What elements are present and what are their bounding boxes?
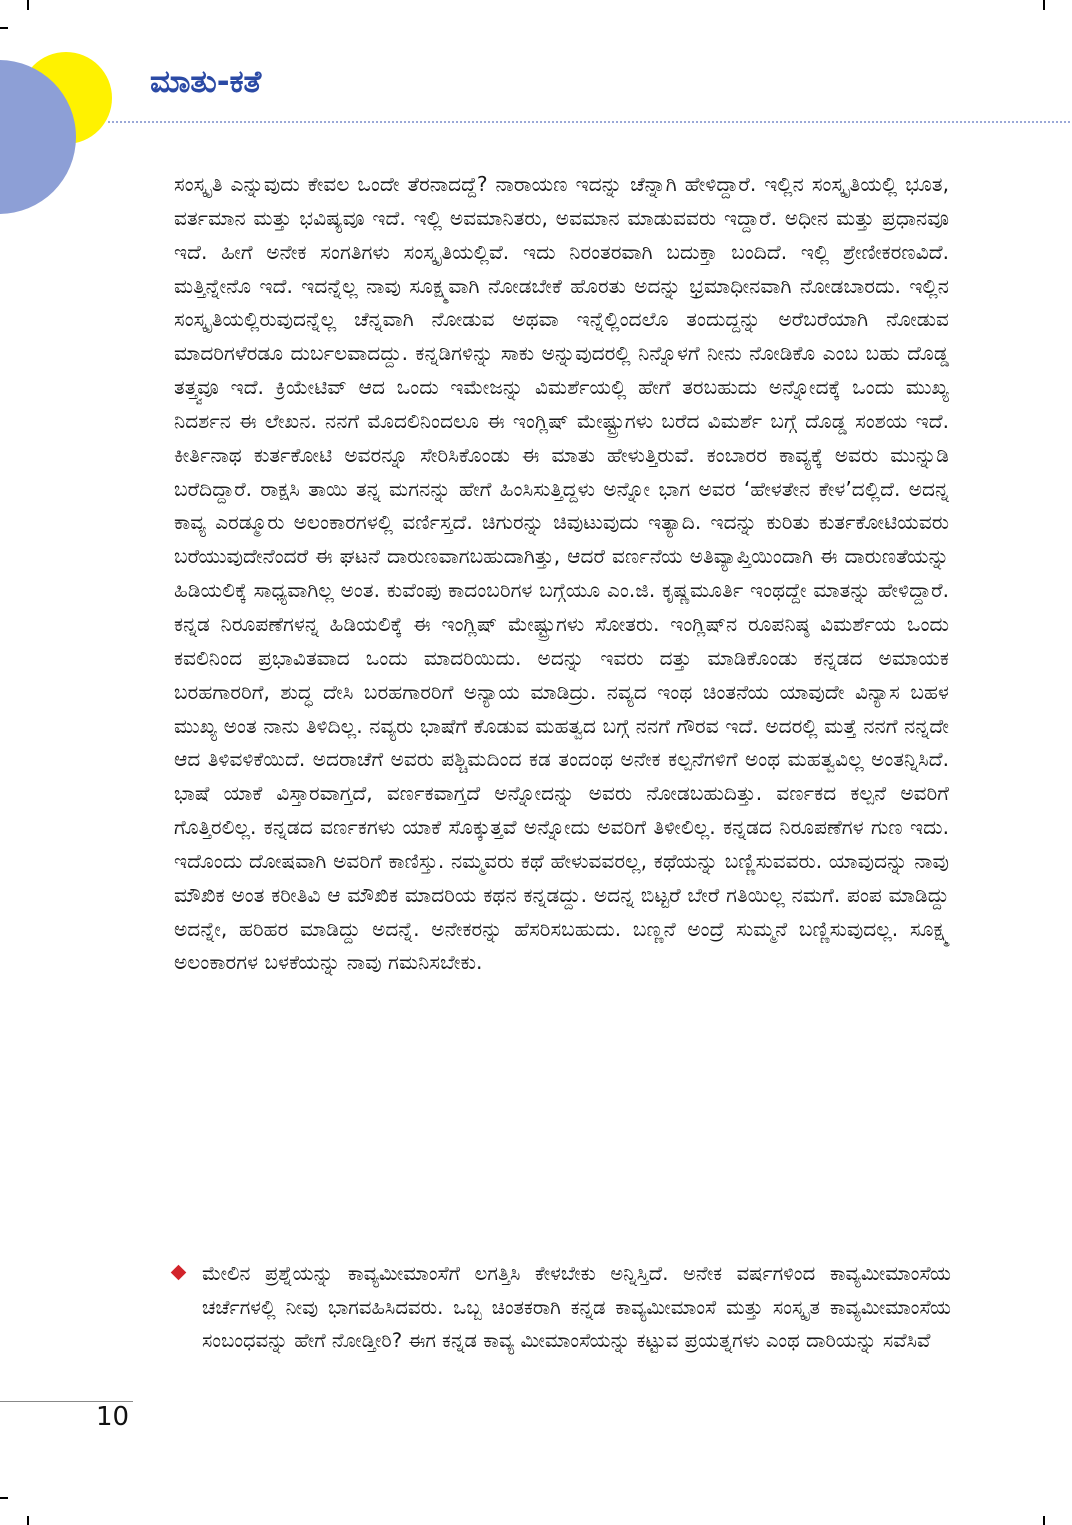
crop-mark-left-lower	[0, 1497, 8, 1499]
crop-mark-left-upper	[0, 27, 8, 29]
header-dotted-divider	[108, 121, 1070, 123]
crop-mark-bottom-right	[1043, 1516, 1045, 1525]
crop-mark-top-left	[27, 0, 29, 10]
page-number: 10	[96, 1402, 130, 1432]
section-title: ಮಾತು-ಕತೆ	[150, 64, 262, 100]
question-text: ಮೇಲಿನ ಪ್ರಶ್ನೆಯನ್ನು ಕಾವ್ಯಮೀಮಾಂಸೆಗೆ ಲಗತ್ತಿಸಿ ಕೇಳಬೇಕು ಅನ್ನಿಸ್ತಿದೆ. ಅನೇಕ ವರ್ಷಗಳಿಂದ ಕಾವ್ಯಮೀಮಾಂಸೆಯ ಚರ್ಚೆಗಳಲ್ಲಿ ನೀವು ಭಾಗವಹಿಸಿದವರು. ಒಬ್ಬ ಚಿಂತಕರಾಗಿ ಕನ್ನಡ ಕಾವ್ಯಮೀಮಾಂಸೆ ಮತ್ತು ಸಂಸ್ಕೃತ ಕಾವ್ಯಮೀಮಾಂಸೆಯ ಸಂಬಂಧವನ್ನು ಹೇಗೆ ನೋಡ್ತೀರಿ? ಈಗ ಕನ್ನಡ ಕಾವ್ಯ ಮೀಮಾಂಸೆಯನ್ನು ಕಟ್ಟುವ ಪ್ರಯತ್ನಗಳು ಎಂಥ ದಾರಿಯನ್ನು ಸವೆಸಿವೆ	[202, 1262, 951, 1352]
body-paragraph: ಸಂಸ್ಕೃತಿ ಎನ್ನುವುದು ಕೇವಲ ಒಂದೇ ತೆರನಾದದ್ದೆ? ನಾರಾಯಣ ಇದನ್ನು ಚೆನ್ನಾಗಿ ಹೇಳಿದ್ದಾರೆ. ಇಲ್ಲಿನ ಸಂಸ್ಕೃತಿಯಲ್ಲಿ ಭೂತ, ವರ್ತಮಾನ ಮತ್ತು ಭವಿಷ್ಯವೂ ಇದೆ. ಇಲ್ಲಿ ಅವಮಾನಿತರು, ಅವಮಾನ ಮಾಡುವವರು ಇದ್ದಾರೆ. ಅಧೀನ ಮತ್ತು ಪ್ರಧಾನವೂ ಇದೆ. ಹೀಗೆ ಅನೇಕ ಸಂಗತಿಗಳು ಸಂಸ್ಕೃತಿಯಲ್ಲಿವೆ. ಇದು ನಿರಂತರವಾಗಿ ಬದುಕ್ತಾ ಬಂದಿದೆ. ಇಲ್ಲಿ ಶ್ರೇಣೀಕರಣವಿದೆ. ಮತ್ತಿನ್ನೇನೊ ಇದೆ. ಇದನ್ನೆಲ್ಲ ನಾವು ಸೂಕ್ಷ್ಮವಾಗಿ ನೋಡಬೇಕೆ ಹೊರತು ಅದನ್ನು ಭ್ರಮಾಧೀನವಾಗಿ ನೋಡಬಾರದು. ಇಲ್ಲಿನ ಸಂಸ್ಕೃತಿಯಲ್ಲಿರುವುದನ್ನೆಲ್ಲ ಚೆನ್ನವಾಗಿ ನೋಡುವ ಅಥವಾ ಇನ್ನೆಲ್ಲಿಂದಲೊ ತಂದುದ್ದನ್ನು ಅರೆಬರೆಯಾಗಿ ನೋಡುವ ಮಾದರಿಗಳೆರಡೂ ದುರ್ಬಲವಾದದ್ದು. ಕನ್ನಡಿಗಳಿನ್ನು ಸಾಕು ಅನ್ನುವುದರಲ್ಲಿ ನಿನ್ನೊಳಗೆ ನೀನು ನೋಡಿಕೊ ಎಂಬ ಬಹು ದೊಡ್ಡ ತತ್ತ್ವವೂ ಇದೆ. ಕ್ರಿಯೇಟಿವ್ ಆದ ಒಂದು ಇಮೇಜನ್ನು ವಿಮರ್ಶೆಯಲ್ಲಿ ಹೇಗೆ ತರಬಹುದು ಅನ್ನೋದಕ್ಕೆ ಒಂದು ಮುಖ್ಯ ನಿದರ್ಶನ ಈ ಲೇಖನ. ನನಗೆ ಮೊದಲಿನಿಂದಲೂ ಈ ಇಂಗ್ಲಿಷ್ ಮೇಷ್ಟ್ರುಗಳು ಬರೆದ ವಿಮರ್ಶೆ ಬಗ್ಗೆ ದೊಡ್ಡ ಸಂಶಯ ಇದೆ. ಕೀರ್ತಿನಾಥ ಕುರ್ತಕೋಟಿ ಅವರನ್ನೂ ಸೇರಿಸಿಕೊಂಡು ಈ ಮಾತು ಹೇಳುತ್ತಿರುವೆ. ಕಂಬಾರರ ಕಾವ್ಯಕ್ಕೆ ಅವರು ಮುನ್ನುಡಿ ಬರೆದಿದ್ದಾರೆ. ರಾಕ್ಷಸಿ ತಾಯಿ ತನ್ನ ಮಗನನ್ನು ಹೇಗೆ ಹಿಂಸಿಸುತ್ತಿದ್ದಳು ಅನ್ನೋ ಭಾಗ ಅವರ ‘ಹೇಳತೇನ ಕೇಳ’ದಲ್ಲಿದೆ. ಅದನ್ನ ಕಾವ್ಯ ಎರಡ್ಮೂರು ಅಲಂಕಾರಗಳಲ್ಲಿ ವರ್ಣಿಸ್ತದೆ. ಚಿಗುರನ್ನು ಚಿವುಟುವುದು ಇತ್ಯಾದಿ. ಇದನ್ನು ಕುರಿತು ಕುರ್ತಕೋಟಿಯವರು ಬರೆಯುವುದೇನೆಂದರೆ ಈ ಘಟನೆ ದಾರುಣವಾಗಬಹುದಾಗಿತ್ತು, ಆದರೆ ವರ್ಣನೆಯ ಅತಿವ್ಯಾಪ್ತಿಯಿಂದಾಗಿ ಈ ದಾರುಣತೆಯನ್ನು ಹಿಡಿಯಲಿಕ್ಕೆ ಸಾಧ್ಯವಾಗಿಲ್ಲ ಅಂತ. ಕುವೆಂಪು ಕಾದಂಬರಿಗಳ ಬಗ್ಗೆಯೂ ಎಂ.ಜಿ. ಕೃಷ್ಣಮೂರ್ತಿ ಇಂಥದ್ದೇ ಮಾತನ್ನು ಹೇಳಿದ್ದಾರೆ. ಕನ್ನಡ ನಿರೂಪಣೆಗಳನ್ನ ಹಿಡಿಯಲಿಕ್ಕೆ ಈ ಇಂಗ್ಲಿಷ್ ಮೇಷ್ಟ್ರುಗಳು ಸೋತರು. ಇಂಗ್ಲಿಷ್‌ನ ರೂಪನಿಷ್ಠ ವಿಮರ್ಶೆಯ ಒಂದು ಕವಲಿನಿಂದ ಪ್ರಭಾವಿತವಾದ ಒಂದು ಮಾದರಿಯಿದು. ಅದನ್ನು ಇವರು ದತ್ತು ಮಾಡಿಕೊಂಡು ಕನ್ನಡದ ಅಮಾಯಕ ಬರಹಗಾರರಿಗೆ, ಶುದ್ಧ ದೇಸಿ ಬರಹಗಾರರಿಗೆ ಅನ್ಯಾಯ ಮಾಡಿದ್ರು. ನವ್ಯದ ಇಂಥ ಚಿಂತನೆಯ ಯಾವುದೇ ವಿನ್ಯಾಸ ಬಹಳ ಮುಖ್ಯ ಅಂತ ನಾನು ತಿಳಿದಿಲ್ಲ. ನವ್ಯರು ಭಾಷೆಗೆ ಕೊಡುವ ಮಹತ್ವದ ಬಗ್ಗೆ ನನಗೆ ಗೌರವ ಇದೆ. ಅದರಲ್ಲಿ ಮತ್ತೆ ನನಗೆ ನನ್ನದೇ ಆದ ತಿಳಿವಳಿಕೆಯಿದೆ. ಅದರಾಚೆಗೆ ಅವರು ಪಶ್ಚಿಮದಿಂದ ಕಡ ತಂದಂಥ ಅನೇಕ ಕಲ್ಪನೆಗಳಿಗೆ ಅಂಥ ಮಹತ್ವವಿಲ್ಲ ಅಂತನ್ನಿಸಿದೆ. ಭಾಷೆ ಯಾಕೆ ವಿಸ್ತಾರವಾಗ್ತದೆ, ವರ್ಣಕವಾಗ್ತದೆ ಅನ್ನೋದನ್ನು ಅವರು ನೋಡಬಹುದಿತ್ತು. ವರ್ಣಕದ ಕಲ್ಪನೆ ಅವರಿಗೆ ಗೊತ್ತಿರಲಿಲ್ಲ. ಕನ್ನಡದ ವರ್ಣಕಗಳು ಯಾಕೆ ಸೊಕ್ಕುತ್ತವೆ ಅನ್ನೋದು ಅವರಿಗೆ ತಿಳೀಲಿಲ್ಲ. ಕನ್ನಡದ ನಿರೂಪಣೆಗಳ ಗುಣ ಇದು. ಇದೊಂದು ದೋಷವಾಗಿ ಅವರಿಗೆ ಕಾಣಿಸ್ತು. ನಮ್ಮವರು ಕಥೆ ಹೇಳುವವರಲ್ಲ, ಕಥೆಯನ್ನು ಬಣ್ಣಿಸುವವರು. ಯಾವುದನ್ನು ನಾವು ಮೌಖಿಕ ಅಂತ ಕರೀತಿವಿ ಆ ಮೌಖಿಕ ಮಾದರಿಯ ಕಥನ ಕನ್ನಡದ್ದು. ಅದನ್ನ ಬಿಟ್ಟರೆ ಬೇರೆ ಗತಿಯಿಲ್ಲ ನಮಗೆ. ಪಂಪ ಮಾಡಿದ್ದು ಅದನ್ನೇ, ಹರಿಹರ ಮಾಡಿದ್ದು ಅದನ್ನೆ. ಅನೇಕರನ್ನು ಹೆಸರಿಸಬಹುದು. ಬಣ್ಣನೆ ಅಂದ್ರೆ ಸುಮ್ಮನೆ ಬಣ್ಣಿಸುವುದಲ್ಲ. ಸೂಕ್ಷ್ಮ ಅಲಂಕಾರಗಳ ಬಳಕೆಯನ್ನು ನಾವು ಗಮನಿಸಬೇಕು.	[174, 172, 949, 975]
crop-mark-bottom-left	[27, 1516, 29, 1525]
question-block	[176, 1257, 951, 1358]
crop-mark-top-right	[1043, 0, 1045, 10]
